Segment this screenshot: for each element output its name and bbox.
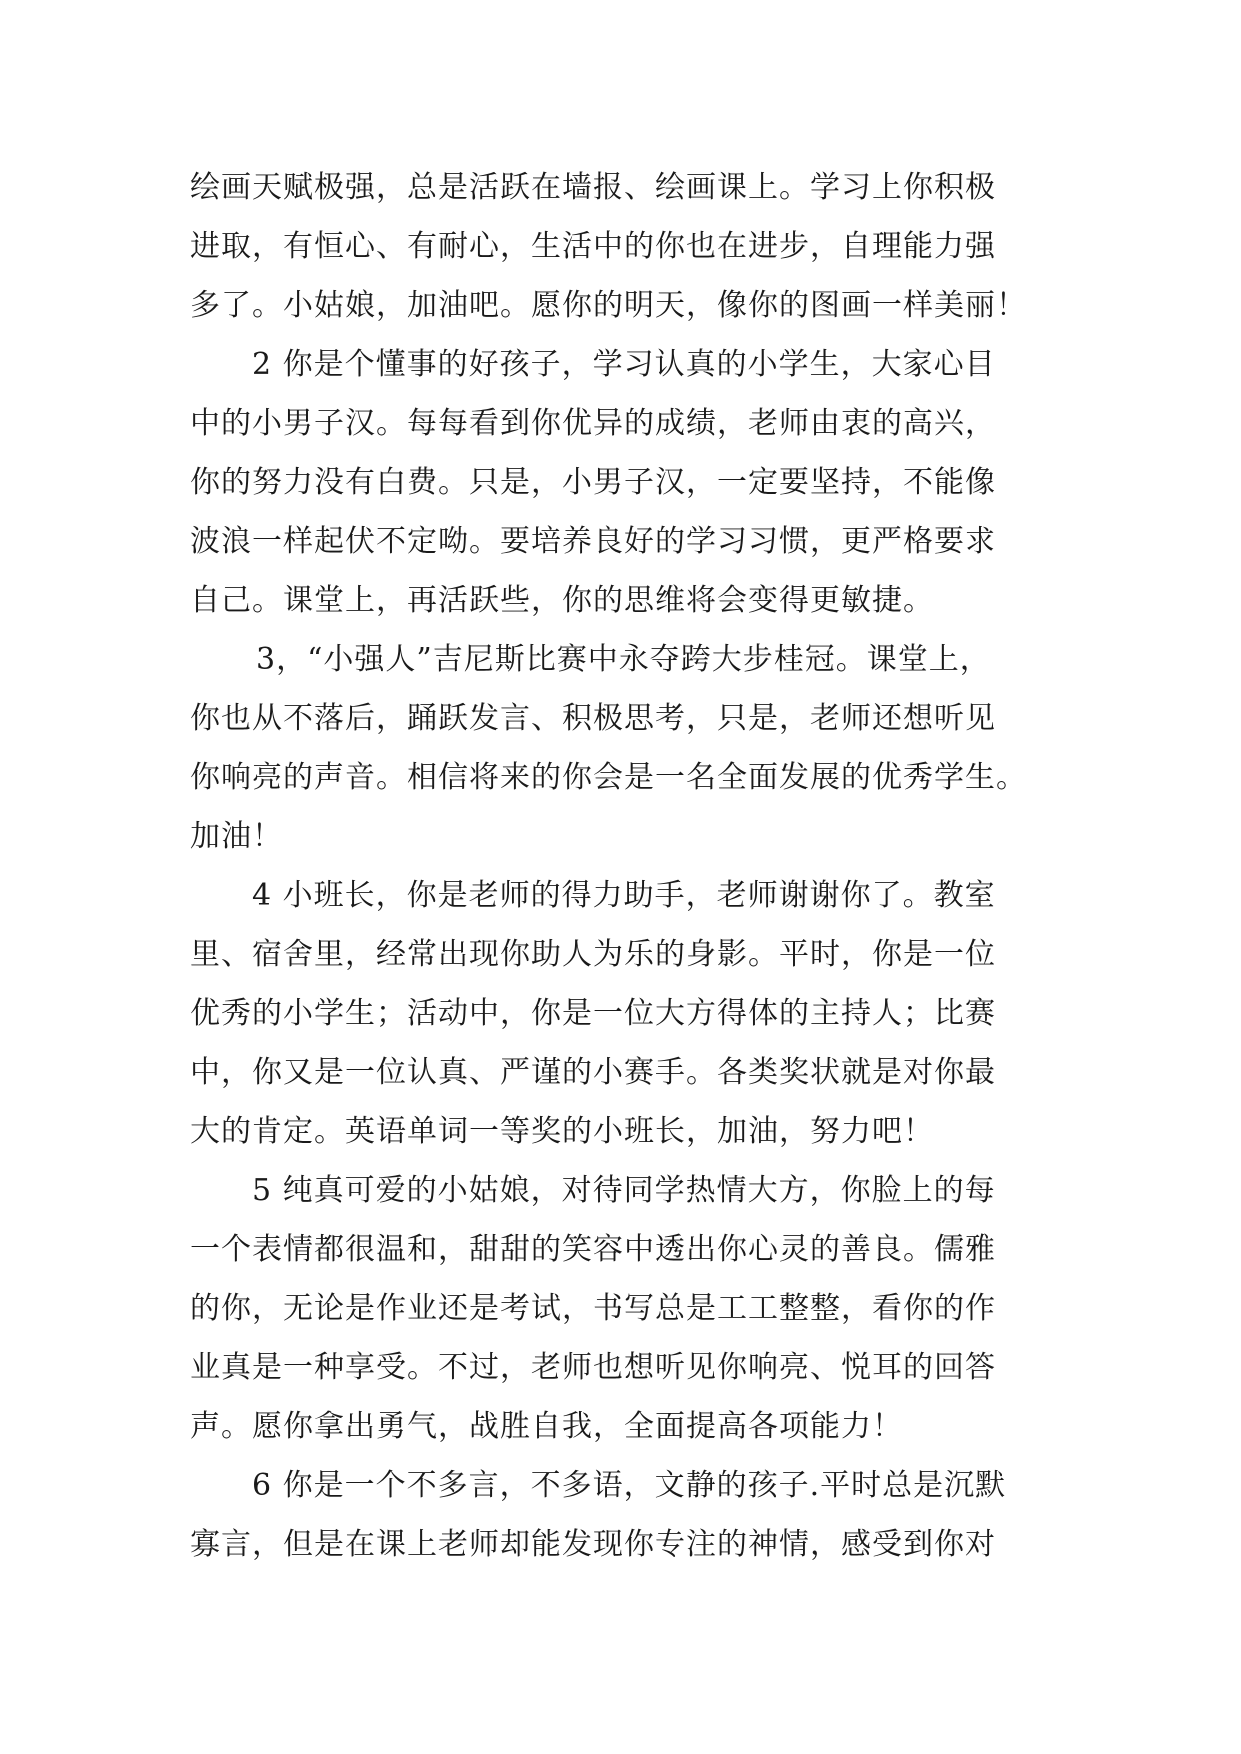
paragraph-2 (190, 335, 1052, 630)
text-line: 优秀的小学生；活动中，你是一位大方得体的主持人；比赛 (190, 996, 996, 1031)
text-line: 的你，无论是作业还是考试，书写总是工工整整，看你的作 (190, 1291, 996, 1326)
paragraph-3 (190, 630, 1052, 866)
document-body (190, 158, 1052, 1574)
text-line: 4 小班长，你是老师的得力助手，老师谢谢你了。教室 (252, 878, 996, 913)
text-line: 你的努力没有白费。只是，小男子汉，一定要坚持，不能像 (190, 465, 996, 500)
paragraph-5 (190, 1161, 1052, 1456)
text-line: 中，你又是一位认真、严谨的小赛手。各类奖状就是对你最 (190, 1055, 996, 1090)
text-line: 波浪一样起伏不定呦。要培养良好的学习习惯，更严格要求 (190, 524, 996, 559)
text-line: 中的小男子汉。每每看到你优异的成绩，老师由衷的高兴， (190, 406, 996, 441)
text-line: 自己。课堂上，再活跃些，你的思维将会变得更敏捷。 (190, 583, 934, 618)
text-line: 进取，有恒心、有耐心，生活中的你也在进步，自理能力强 (190, 229, 996, 264)
text-line: 加油！ (190, 819, 283, 854)
text-line: 一个表情都很温和，甜甜的笑容中透出你心灵的善良。儒雅 (190, 1232, 996, 1267)
text-line: 6 你是一个不多言，不多语，文静的孩子.平时总是沉默 (252, 1468, 1007, 1503)
text-line: 3，“小强人”吉尼斯比赛中永夺跨大步桂冠。课堂上， (256, 642, 991, 677)
text-line: 业真是一种享受。不过，老师也想听见你响亮、悦耳的回答 (190, 1350, 996, 1385)
text-line: 多了。小姑娘，加油吧。愿你的明天，像你的图画一样美丽！ (190, 288, 1027, 323)
text-line: 声。愿你拿出勇气，战胜自我，全面提高各项能力！ (190, 1409, 903, 1444)
paragraph-6 (190, 1456, 1052, 1574)
text-line: 绘画天赋极强，总是活跃在墙报、绘画课上。学习上你积极 (190, 170, 996, 205)
text-line: 里、宿舍里，经常出现你助人为乐的身影。平时，你是一位 (190, 937, 996, 972)
text-line: 2 你是个懂事的好孩子，学习认真的小学生，大家心目 (252, 347, 996, 382)
text-line: 你响亮的声音。相信将来的你会是一名全面发展的优秀学生。 (190, 760, 1027, 795)
paragraph-4 (190, 866, 1052, 1161)
text-line: 寡言，但是在课上老师却能发现你专注的神情，感受到你对 (190, 1527, 996, 1562)
text-line: 5 纯真可爱的小姑娘，对待同学热情大方，你脸上的每 (252, 1173, 996, 1208)
paragraph-1 (190, 158, 1052, 335)
text-line: 你也从不落后，踊跃发言、积极思考，只是，老师还想听见 (190, 701, 996, 736)
text-line: 大的肯定。英语单词一等奖的小班长，加油，努力吧！ (190, 1114, 934, 1149)
